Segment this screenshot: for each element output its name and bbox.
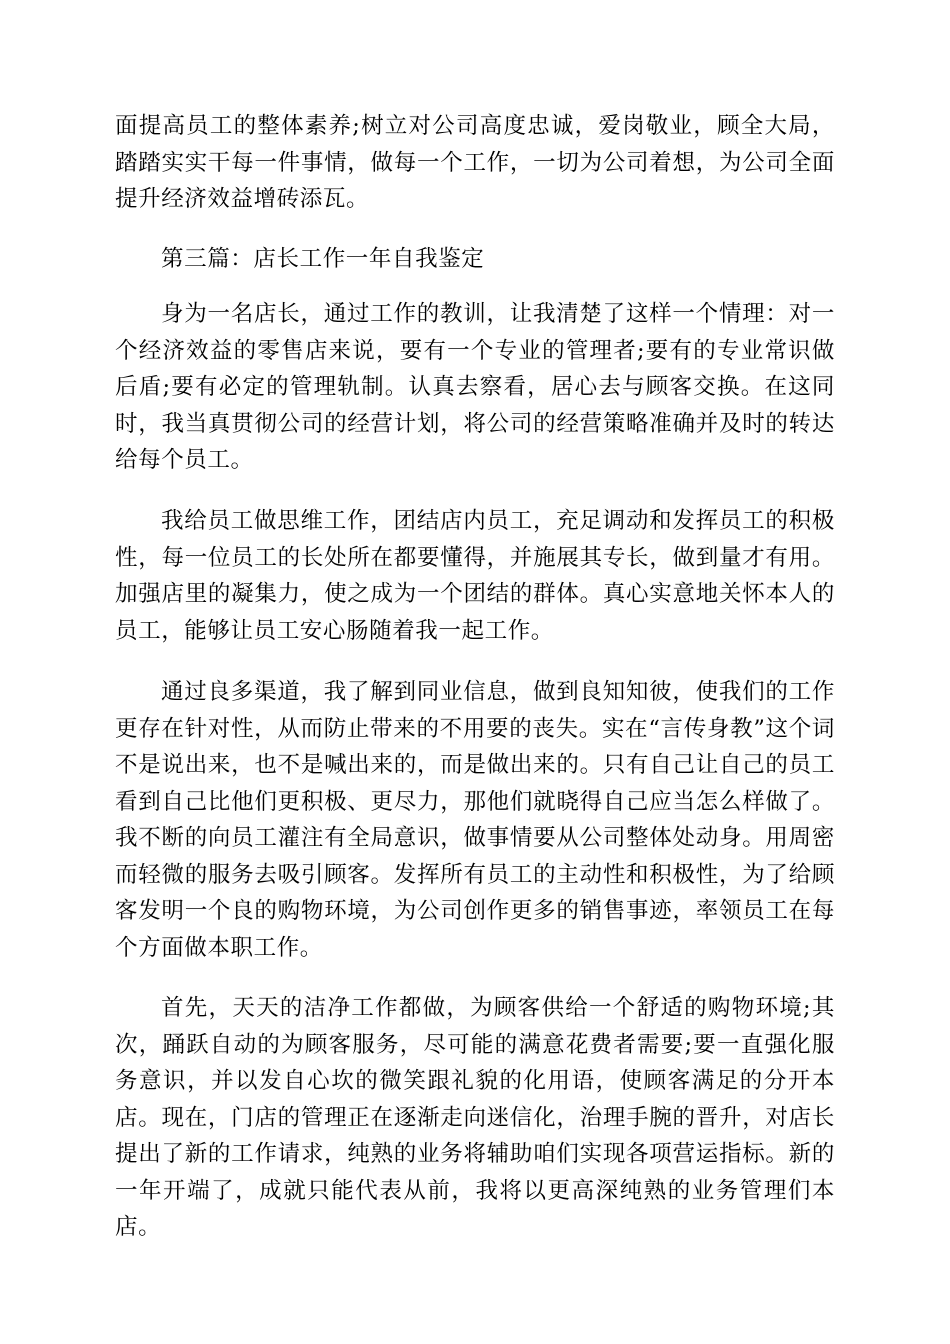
paragraph-3: 通过良多渠道，我了解到同业信息，做到良知知彼，使我们的工作更存在针对性，从而防止带来的不用要的丧失。实在“言传身教”这个词不是说出来，也不是喊出来的，而是做出来的。只有自己让自己的员工看到自己比他们更积极、更尽力，那他们就晓得自己应当怎么样做了。我不断的向员工灌注有全局意识，做事情要从公司整体处动身。用周密而轻微的服务去吸引顾客。发挥所有员工的主动性和积极性，为了给顾客发明一个良的购物环境，为公司创作更多的销售事迹，率领员工在每个方面做本职工作。 [115, 679, 835, 961]
paragraph-intro-continuation: 面提高员工的整体素养;树立对公司高度忠诚，爱岗敬业，顾全大局，踏踏实实干每一件事情，做每一个工作，一切为公司着想，为公司全面提升经济效益增砖添瓦。 [115, 113, 835, 212]
paragraph-2: 我给员工做思维工作，团结店内员工，充足调动和发挥员工的积极性，每一位员工的长处所在都要懂得，并施展其专长，做到量才有用。加强店里的凝集力，使之成为一个团结的群体。真心实意地关怀本人的员工，能够让员工安心肠随着我一起工作。 [115, 508, 835, 644]
section-heading: 第三篇：店长工作一年自我鉴定 [161, 246, 485, 272]
paragraph-1: 身为一名店长，通过工作的教训，让我清楚了这样一个情理：对一个经济效益的零售店来说，要有一个专业的管理者;要有的专业常识做后盾;要有必定的管理轨制。认真去察看，居心去与顾客交换。在这同时，我当真贯彻公司的经营计划，将公司的经营策略准确并及时的转达给每个员工。 [115, 301, 835, 473]
paragraph-4: 首先，天天的洁净工作都做，为顾客供给一个舒适的购物环境;其次，踊跃自动的为顾客服务，尽可能的满意花费者需要;要一直强化服务意识，并以发自心坎的微笑跟礼貌的化用语，使顾客满足的分开本店。现在，门店的管理正在逐渐走向迷信化，治理手腕的晋升，对店长提出了新的工作请求，纯熟的业务将辅助咱们实现各项营运指标。新的一年开端了，成就只能代表从前，我将以更高深纯熟的业务管理们本店。 [115, 995, 835, 1240]
